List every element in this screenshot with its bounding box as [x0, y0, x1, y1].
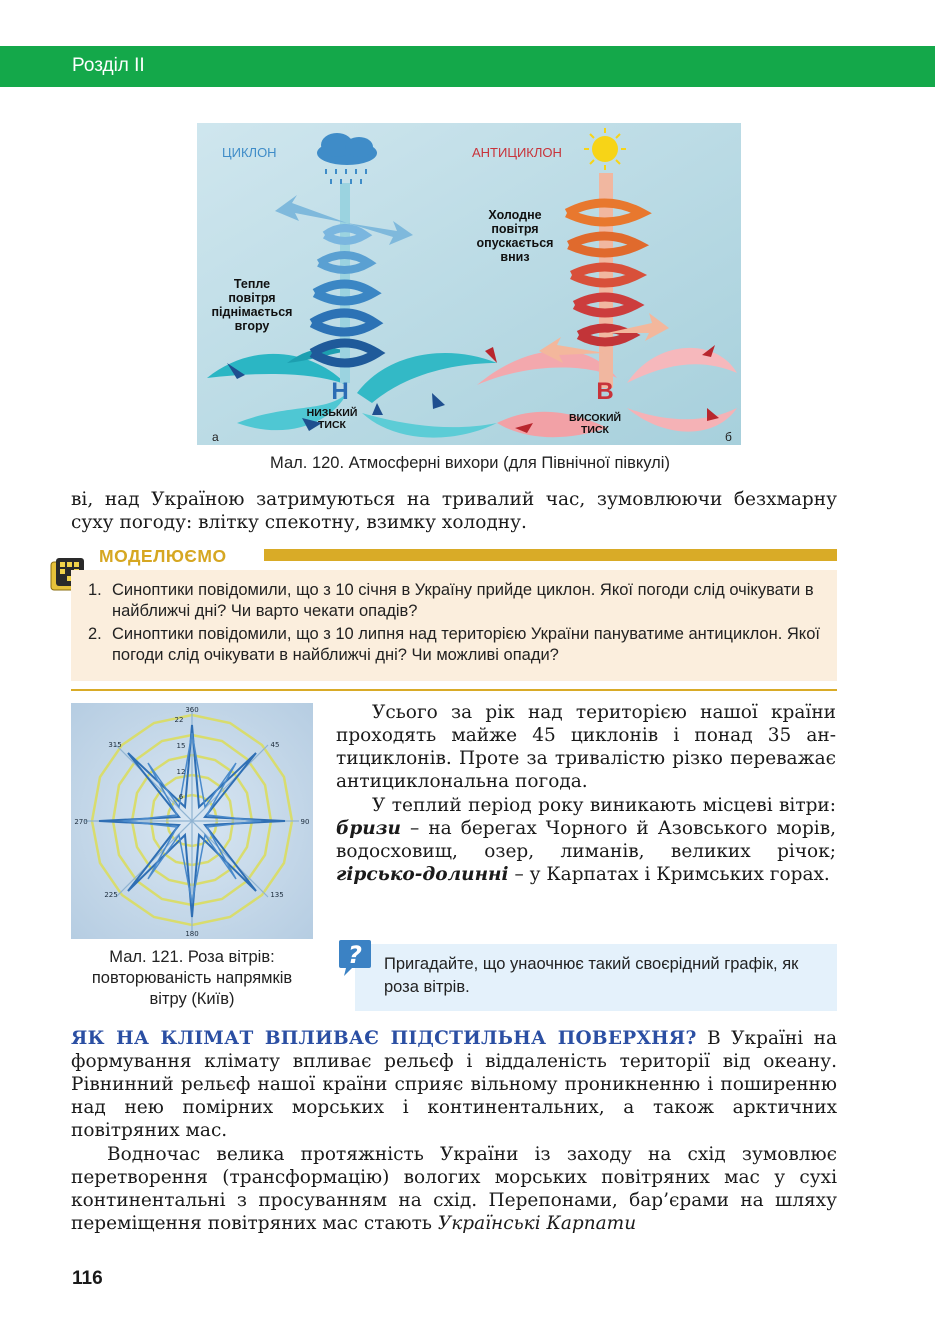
svg-text:ТИСК: ТИСК: [318, 419, 346, 431]
svg-text:НИЗЬКИЙ: НИЗЬКИЙ: [306, 407, 358, 419]
wind-rose-image: [71, 703, 313, 939]
svg-text:ВИСОКИЙ: ВИСОКИЙ: [568, 412, 622, 424]
paragraph-cyclones: Усього за рік над територією нашої країни проходять майже 45 циклонів і понад 35 антициклонів. Проте за тривалістю різко переважає антициклональна погода.: [336, 702, 836, 792]
svg-text:Холодне: Холодне: [488, 208, 542, 222]
paragraph-surface: ЯК НА КЛІМАТ ВПЛИВАЄ ПІДСТИЛЬНА ПОВЕРХНЯ? В Україні на формування клімату впливає рельєф і віддаленість території від океану. Рівнинний рельєф нашої країни сприяє вільному проникненню і поширенню над нею помірних морських і континентальних, а також арктичних повітряних мас.: [71, 1028, 837, 1141]
svg-text:Тепле: Тепле: [233, 277, 271, 291]
modeling-title-rule: [264, 549, 837, 561]
anticyclone-label: АНТИЦИКЛОН: [472, 145, 562, 160]
section-header-bar: [0, 46, 935, 87]
svg-text:повітря: повітря: [228, 291, 276, 305]
figure-120-caption: Мал. 120. Атмосферні вихори (для Північної півкулі): [270, 454, 670, 472]
svg-text:6: 6: [178, 793, 184, 801]
svg-text:вниз: вниз: [500, 250, 530, 264]
svg-text:ТИСК: ТИСК: [581, 424, 609, 436]
svg-text:вгору: вгору: [234, 319, 270, 333]
svg-text:135: 135: [270, 891, 284, 899]
modeling-list: [88, 580, 828, 668]
svg-text:225: 225: [104, 891, 118, 899]
cyclone-label: ЦИКЛОН: [222, 145, 277, 160]
svg-text:315: 315: [108, 741, 122, 749]
svg-text:45: 45: [270, 741, 280, 749]
page-number: 116: [72, 1268, 103, 1289]
label-b: б: [725, 430, 732, 444]
svg-text:22: 22: [174, 716, 184, 724]
svg-text:360: 360: [185, 706, 199, 714]
svg-text:?: ?: [348, 941, 362, 969]
paragraph-local-winds: У теплий період року виникають місцеві вітри: бризи – на берегах Чорного й Азовського морів, водосховищ, озер, лиманів, великих річок; гірсько-долинні – у Карпатах і Кримських горах.: [336, 795, 836, 885]
svg-text:піднімається: піднімається: [211, 305, 293, 319]
term-breezes: бризи: [336, 818, 402, 839]
svg-text:180: 180: [185, 930, 199, 938]
svg-text:повітря: повітря: [491, 222, 539, 236]
svg-text:опускається: опускається: [476, 236, 554, 250]
svg-text:15: 15: [176, 742, 186, 750]
figure-121-caption: Мал. 121. Роза вітрів: повторюваність напрямків вітру (Київ): [91, 948, 293, 1008]
svg-text:270: 270: [74, 818, 88, 826]
modeling-title: МОДЕЛЮЄМО: [99, 546, 227, 566]
svg-text:90: 90: [300, 818, 310, 826]
label-a: а: [212, 430, 219, 444]
svg-text:12: 12: [176, 768, 186, 776]
section-heading: ЯК НА КЛІМАТ ВПЛИВАЄ ПІДСТИЛЬНА ПОВЕРХНЯ?: [71, 1028, 697, 1049]
paragraph-transformation: Водночас велика протяжність України із заходу на схід зумовлює перетворення (трансформацію) вологих морських повітряних мас у сухі континентальні з просуванням на схід. Перепонами, бар’єрами на шляху переміщення повітряних мас стають Українські Карпати: [71, 1144, 837, 1234]
term-mountain-valley: гірсько-долинні: [336, 864, 509, 885]
intro-paragraph: ві, над Україною затримуються на тривалий час, зумовлюючи безхмарну суху погоду: влітку спекотну, взимку холодну.: [71, 489, 837, 533]
low-pressure-letter: Н: [331, 378, 349, 405]
atmospheric-vortex-illustration: [197, 123, 741, 445]
high-pressure-letter: В: [596, 378, 614, 405]
term-carpathians: Українські Карпати: [437, 1213, 637, 1234]
question-text: Пригадайте, що унаочнює такий своєрідний графік, як роза вітрів.: [384, 955, 799, 996]
modeling-item: 1. Синоптики повідомили, що з 10 січня в Україну прийде циклон. Якої погоди слід очікувати в найближчі дні? Чи варто чекати опадів?: [88, 581, 814, 620]
question-mark-icon: [338, 938, 372, 978]
section-separator: [71, 689, 837, 691]
section-label: Розділ II: [72, 55, 145, 76]
modeling-item: 2. Синоптики повідомили, що з 10 липня над територією України пануватиме антициклон. Якої погоди слід очікувати в найближчі дні? Чи можливі опади?: [88, 625, 820, 664]
